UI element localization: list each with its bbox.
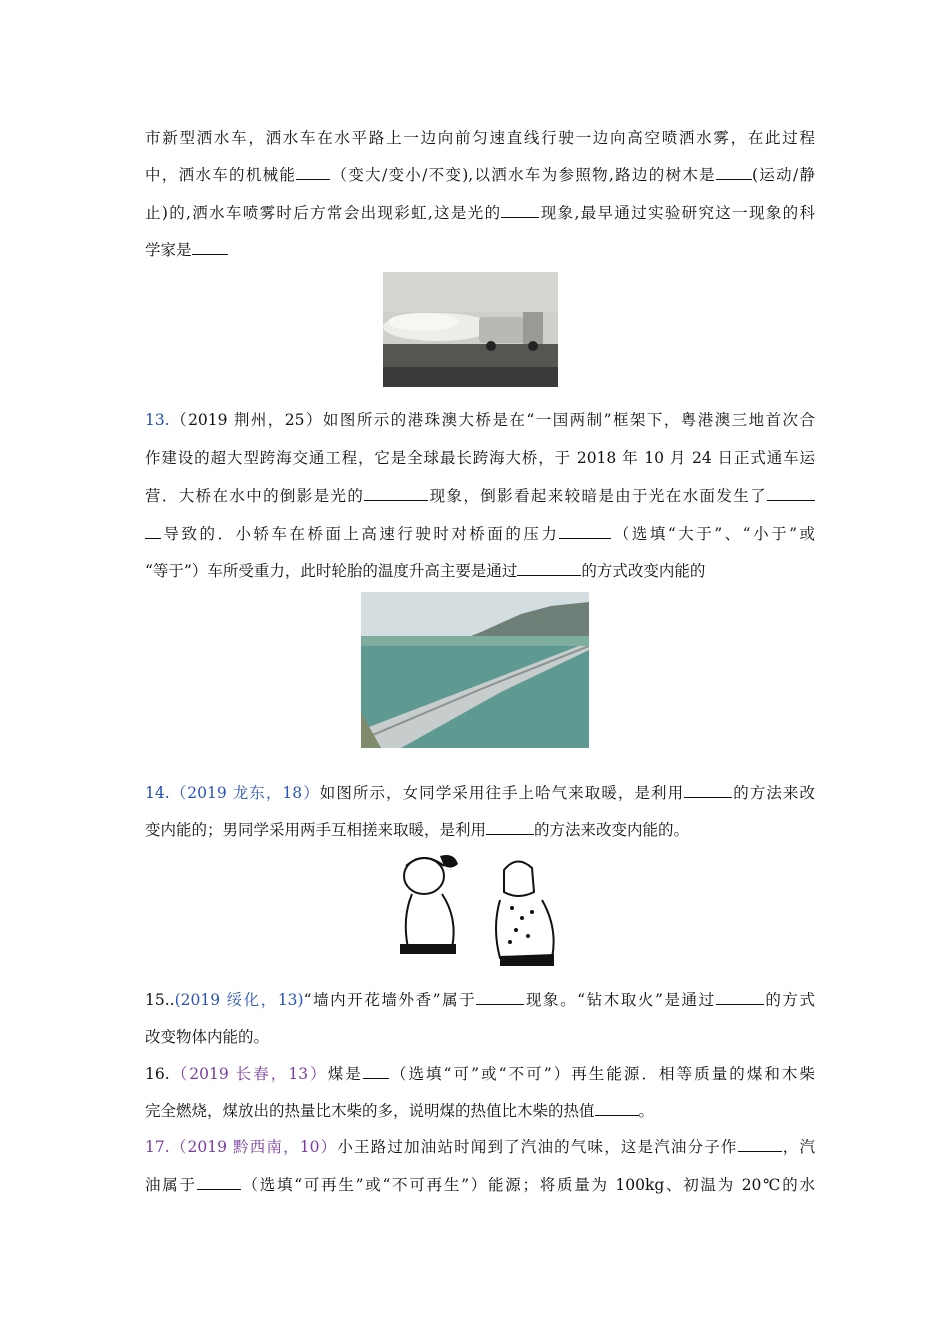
answer-blank[interactable]: [145, 524, 161, 539]
answer-blank[interactable]: [501, 203, 539, 218]
q12-line-4: 学家是: [145, 240, 815, 260]
q16-line-1: 16.（2019 长春，13）煤是 （选填“可”或“不可”）再生能源．相等质量的煤和木柴: [145, 1065, 815, 1083]
answer-blank[interactable]: [684, 783, 732, 798]
sprinkler-truck-photo: [383, 272, 558, 387]
answer-blank[interactable]: [486, 820, 534, 835]
answer-blank[interactable]: [595, 1101, 639, 1116]
q15-line-1: 15..(2019 绥化，13)“墙内开花墙外香”属于 现象。“钻木取火”是通过 的方式: [145, 991, 815, 1009]
answer-blank[interactable]: [476, 990, 524, 1005]
answer-blank[interactable]: [738, 1137, 782, 1152]
q13-line-5: “等于”）车所受重力，此时轮胎的温度升高主要是通过 的方式改变内能的: [145, 562, 706, 580]
q12-line-2: 中，洒水车的机械能 （变大/变小/不变),以洒水车为参照物,路边的树木是 (运动/静: [145, 166, 815, 184]
q13-line-3: 营．大桥在水中的倒影是光的 现象，倒影看起来较暗是由于光在水面发生了: [145, 486, 815, 506]
q13-line-2: 作建设的超大型跨海交通工程，它是全球最长跨海大桥，于 2018 年 10 月 24 日正式通车运: [145, 449, 815, 467]
answer-blank[interactable]: [559, 524, 611, 539]
q14-line-2: 变内能的；男同学采用两手互相搓来取暖，是利用 的方法来改变内能的。: [145, 821, 690, 839]
q13-line-4: 导致的．小轿车在桥面上高速行驶时对桥面的压力 （选填“大于”、“小于”或: [145, 524, 815, 544]
answer-blank[interactable]: [716, 990, 764, 1005]
answer-blank[interactable]: [197, 1175, 241, 1190]
q12-line-1: 市新型洒水车，洒水车在水平路上一边向前匀速直线行驶一边向高空喷洒水雾，在此过程: [145, 129, 815, 147]
q12-line-3: 止)的,洒水车喷雾时后方常会出现彩虹,这是光的 现象,最早通过实验研究这一现象的科: [145, 204, 815, 222]
answer-blank[interactable]: [767, 486, 815, 501]
answer-blank[interactable]: [364, 486, 428, 501]
q15-line-2: 改变物体内能的。: [145, 1028, 270, 1046]
answer-blank[interactable]: [363, 1064, 389, 1079]
answer-blank[interactable]: [517, 561, 581, 576]
q17-line-1: 17.（2019 黔西南，10）小王路过加油站时闻到了汽油的气味，这是汽油分子作 ，汽: [145, 1138, 815, 1156]
bridge-photo: [361, 592, 589, 748]
answer-blank[interactable]: [716, 165, 752, 180]
students-warming-hands-drawing: [392, 848, 560, 970]
q17-line-2: 油属于 （选填“可再生”或“不可再生”）能源；将质量为 100kg、初温为 20℃的水: [145, 1176, 815, 1194]
answer-blank[interactable]: [192, 240, 228, 255]
q13-line-1: 13.（2019 荆州，25）如图所示的港珠澳大桥是在“一国两制”框架下，粤港澳三地首次合: [145, 411, 815, 429]
answer-blank[interactable]: [296, 165, 330, 180]
q16-line-2: 完全燃烧，煤放出的热量比木柴的多，说明煤的热值比木柴的热值 。: [145, 1102, 655, 1120]
q14-line-1: 14.（2019 龙东，18）如图所示，女同学采用往手上哈气来取暖，是利用 的方法来改: [145, 784, 815, 802]
